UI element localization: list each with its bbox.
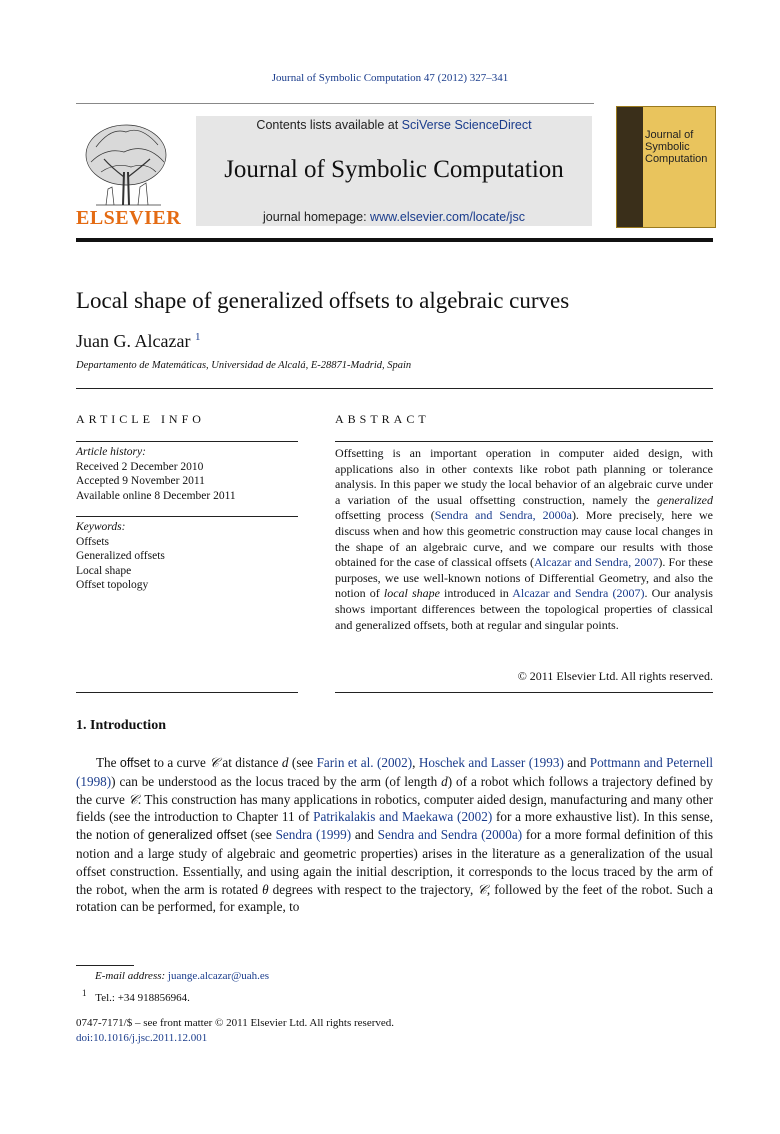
affiliation: Departamento de Matemáticas, Universidad de Alcalá, E-28871-Madrid, Spain: [76, 360, 412, 371]
abstract-run: ). For these purposes, we use well-known notions of Differential Geometry, and also the notion of: [335, 555, 713, 601]
term-generalized-offset: generalized offset: [148, 828, 247, 843]
sciencedirect-link[interactable]: SciVerse ScienceDirect: [401, 118, 532, 132]
math-symbol: θ: [262, 881, 269, 897]
abstract-run: Offsetting is an important operation in computer aided design, with applications also in other contexts like robot path planning or tolerance analysis. In this paper we study the local behavior of an algebraic curve under a variation of the usual offsetting construction, namely the: [335, 446, 713, 507]
reference-link[interactable]: Farin et al. (2002): [316, 755, 413, 770]
footnote-1: [82, 988, 190, 1004]
cover-title: [645, 129, 707, 165]
homepage-line: [196, 210, 592, 224]
contents-line: [196, 118, 592, 132]
article-info-heading: ARTICLE INFO: [76, 412, 205, 426]
article-title: Local shape of generalized offsets to algebraic curves: [76, 288, 570, 313]
abstract-copyright: © 2011 Elsevier Ltd. All rights reserved.: [517, 669, 713, 683]
keyword-item: Offset topology: [76, 579, 149, 591]
header-thick-rule: [76, 238, 713, 242]
body-run: The: [96, 755, 120, 770]
article-history: [76, 445, 298, 503]
cover-strip: [617, 107, 643, 227]
publisher-logo-text: ELSEVIER: [76, 207, 182, 229]
abstract-run: . Our analysis shows important differences between the topological properties of classical and generalized offsets, both at regular and singular points.: [335, 586, 713, 632]
author-footnote-mark[interactable]: 1: [194, 331, 201, 343]
abstract-run: ). More precisely, here we discuss when and how this geometric construction may cause local changes in the shape of an algebraic curve, and we compare our results with those obtained for the case of classical offsets (: [335, 508, 713, 570]
body-run: . This construction has many applications in robotics, computer aided design, manufacturing and many other fields (see the introduction to Chapter 11 of: [76, 791, 713, 825]
journal-title: Journal of Symbolic Computation: [224, 156, 564, 183]
cover-title-line: Journal of: [645, 129, 694, 141]
reference-link[interactable]: Patrikalakis and Maekawa (2002): [313, 809, 493, 825]
reference-link[interactable]: Alcazar and Sendra, 2007: [534, 555, 659, 570]
email-link[interactable]: juange.alcazar@uah.es: [167, 970, 270, 982]
body-run: , followed by the feet of the robot. Such a rotation can be performed, for example, to: [76, 881, 713, 915]
doi-link[interactable]: [76, 1032, 207, 1044]
math-symbol: 𝒞: [477, 881, 487, 897]
reference-link[interactable]: Sendra and Sendra (2000a): [377, 827, 523, 843]
term-offset: offset: [119, 756, 151, 770]
math-symbol: 𝒞: [209, 755, 219, 770]
reference-link[interactable]: Alcazar and Sendra (2007): [512, 586, 645, 601]
abstract-run: offsetting process (: [335, 508, 435, 523]
reference-link[interactable]: Sendra (1999): [275, 827, 352, 843]
introduction-body: [76, 754, 713, 916]
history-label: Article history:: [76, 446, 146, 458]
section-heading-introduction: 1. Introduction: [76, 718, 166, 733]
history-item: Available online 8 December 2011: [76, 489, 236, 502]
doi-text[interactable]: doi:10.1016/j.jsc.2011.12.001: [76, 1032, 208, 1044]
section-rule: [76, 388, 713, 389]
issn-line: 0747-7171/$ – see front matter © 2011 Elsevier Ltd. All rights reserved.: [76, 1017, 395, 1029]
body-run: at distance: [218, 755, 282, 770]
intro-paragraph: [76, 754, 713, 916]
keywords-rule: [76, 516, 298, 517]
body-run: ) of a robot which follows a trajectory defined by the curve: [76, 773, 713, 807]
contents-prefix: Contents lists available at: [256, 118, 402, 132]
keyword-item: Generalized offsets: [76, 550, 165, 562]
reference-link[interactable]: Sendra and Sendra, 2000a: [434, 508, 572, 523]
cover-title-line: Computation: [645, 153, 708, 165]
keyword-item: Local shape: [76, 564, 132, 577]
abstract-bottom-rule: [335, 692, 713, 693]
info-rule: [76, 441, 298, 442]
body-run: ,: [412, 755, 419, 770]
homepage-prefix: journal homepage:: [263, 210, 371, 224]
keyword-item: Offsets: [76, 535, 110, 548]
author-line: [76, 331, 200, 352]
reference-link[interactable]: Hoschek and Lasser (1993): [418, 755, 564, 770]
abstract-run: introduced in: [439, 586, 513, 601]
journal-cover-thumbnail: [616, 106, 716, 228]
author-name: Juan G. Alcazar: [76, 331, 191, 351]
history-item: Accepted 9 November 2011: [76, 475, 205, 487]
header-rule: [76, 103, 594, 104]
footnote-tel: Tel.: +34 918856964.: [95, 991, 190, 1004]
abstract-heading: ABSTRACT: [335, 412, 430, 426]
abstract-italic: local shape: [383, 586, 440, 601]
footnote-mark: 1: [82, 988, 87, 998]
body-run: to a curve: [150, 755, 210, 770]
history-item: Received 2 December 2010: [76, 460, 204, 473]
body-run: for a more exhaustive list). In this sense, the notion of: [76, 809, 713, 843]
abstract-text: [335, 446, 713, 633]
footnote-rule: [76, 965, 134, 966]
homepage-link[interactable]: www.elsevier.com/locate/jsc: [370, 210, 525, 224]
keywords: [76, 520, 298, 593]
math-symbol: d: [441, 773, 448, 789]
body-run: for a more formal definition of this notion and a large study of algebraic and geometric properties) arises in the literature as a generalization of the usual offset construction. Essentially, and using again the initial description, it corresponds to the locus traced by the arm of the robot, when the arm is rotated: [76, 827, 714, 897]
abstract-italic: generalized: [657, 492, 713, 507]
body-run: and: [351, 827, 378, 843]
abstract-rule: [335, 441, 713, 442]
math-symbol: d: [281, 755, 289, 770]
body-run: ) can be understood as the locus traced by the arm (of length: [111, 773, 442, 789]
body-run: (see: [246, 827, 276, 843]
body-run: and: [563, 755, 590, 770]
info-bottom-rule: [76, 692, 298, 693]
math-symbol: 𝒞: [128, 791, 138, 807]
keywords-label: Keywords:: [76, 521, 126, 533]
footnote-email: [95, 970, 269, 982]
body-run: degrees with respect to the trajectory,: [268, 881, 478, 897]
body-run: (see: [288, 755, 317, 770]
cover-title-line: Symbolic: [645, 141, 690, 153]
reference-link[interactable]: Pottmann and Peternell (1998): [76, 755, 714, 789]
email-label: E-mail address:: [95, 970, 168, 982]
journal-citation[interactable]: Journal of Symbolic Computation 47 (2012) 327–341: [271, 72, 509, 84]
